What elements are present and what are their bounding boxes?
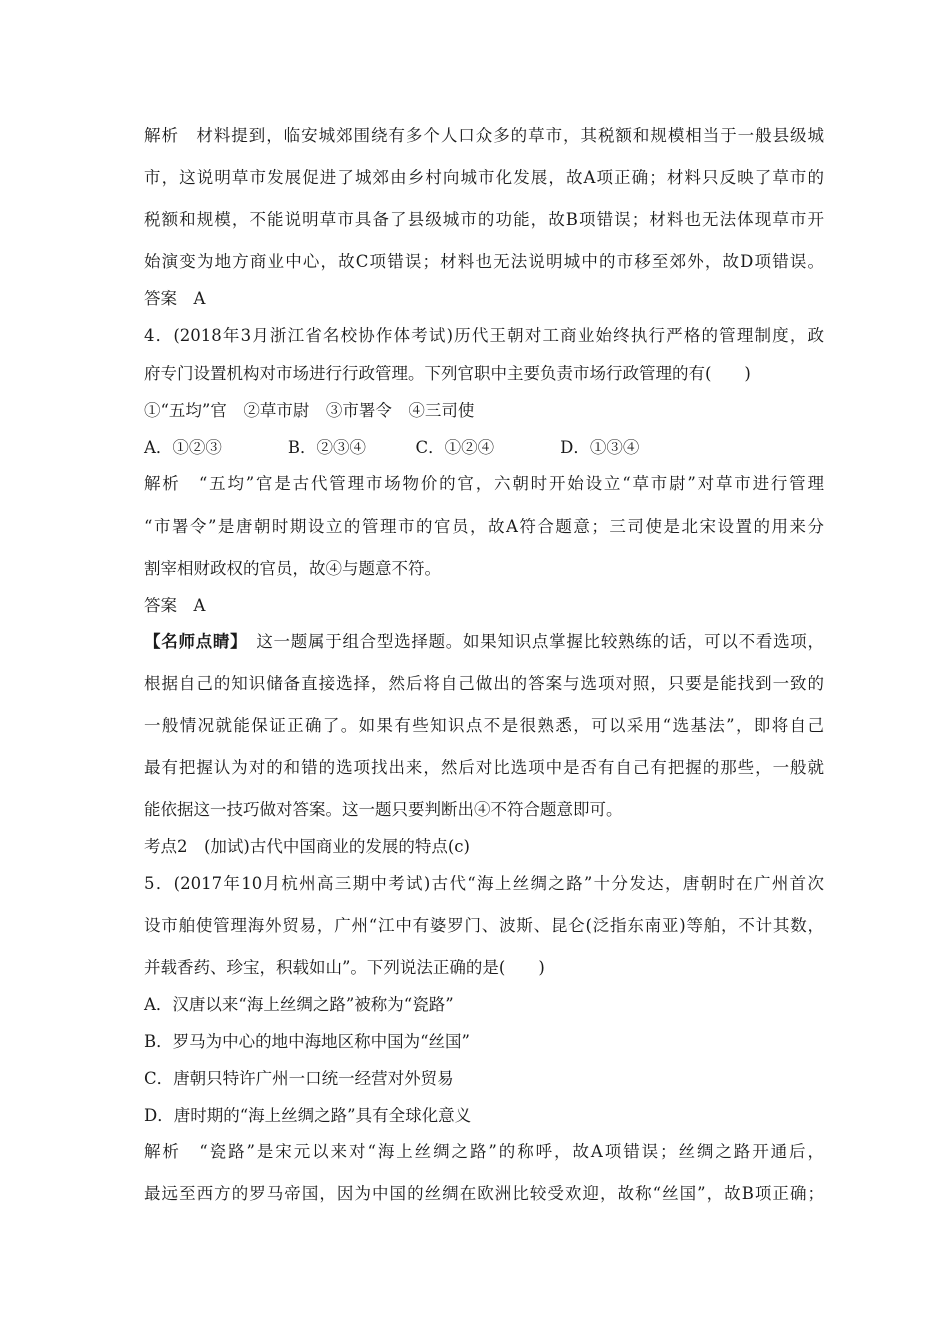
text-line: 解析 “五均”官是古代管理市场物价的官，六朝时开始设立“草市尉”对草市进行管理 <box>144 474 824 493</box>
text-line: 税额和规模，不能说明草市具备了县级城市的功能，故B项错误；材料也无法体现草市开 <box>144 210 824 229</box>
text-line: 一般情况就能保证正确了。如果有些知识点不是很熟悉，可以采用“选基法”，即将自己 <box>144 716 824 735</box>
tip-heading: 【名师点睛】 <box>144 632 240 651</box>
text-line: D．唐时期的“海上丝绸之路”具有全球化意义 <box>144 1106 472 1125</box>
text-line: 最有把握认为对的和错的选项找出来，然后对比选项中是否有自己有把握的那些，一般就 <box>144 758 824 777</box>
text-line: 根据自己的知识储备直接选择，然后将自己做出的答案与选项对照，只要是能找到一致的 <box>144 674 824 693</box>
text-line: 最远至西方的罗马帝国，因为中国的丝绸在欧洲比较受欢迎，故称“丝国”，故B项正确； <box>144 1184 824 1203</box>
text-line: 并载香药、珍宝，积载如山”。下列说法正确的是( ) <box>144 958 545 977</box>
text-line: 割宰相财政权的官员，故④与题意不符。 <box>144 559 441 578</box>
text-line: 市，这说明草市发展促进了城郊由乡村向城市化发展，故A项正确；材料只反映了草市的 <box>144 168 824 187</box>
text-line: 答案 A <box>144 289 206 308</box>
text-line: 考点2 (加试)古代中国商业的发展的特点(c) <box>144 837 470 856</box>
text-line: 始演变为地方商业中心，故C项错误；材料也无法说明城中的市移至郊外，故D项错误。 <box>144 252 824 271</box>
text-line: ①“五均”官 ②草市尉 ③市署令 ④三司使 <box>144 401 475 420</box>
text-line: 5．(2017年10月杭州高三期中考试)古代“海上丝绸之路”十分发达，唐朝时在广州首次 <box>144 874 824 893</box>
text-line: 【名师点睛】 这一题属于组合型选择题。如果知识点掌握比较熟练的话，可以不看选项， <box>144 632 825 651</box>
text-line: “市署令”是唐朝时期设立的管理市的官员，故A符合题意；三司使是北宋设置的用来分 <box>144 517 824 536</box>
text-line: 设市舶使管理海外贸易，广州“江中有婆罗门、波斯、昆仑(泛指东南亚)等舶，不计其数， <box>144 916 824 935</box>
text-line: 解析 材料提到，临安城郊围绕有多个人口众多的草市，其税额和规模相当于一般县级城 <box>144 126 824 145</box>
text-line: 4．(2018年3月浙江省名校协作体考试)历代王朝对工商业始终执行严格的管理制度，政 <box>144 326 824 345</box>
text-line: B．罗马为中心的地中海地区称中国为“丝国” <box>144 1032 470 1051</box>
text-line: 府专门设置机构对市场进行行政管理。下列官职中主要负责市场行政管理的有( ) <box>144 364 751 383</box>
text-line: 能依据这一技巧做对答案。这一题只要判断出④不符合题意即可。 <box>144 800 623 819</box>
text-line: A．汉唐以来“海上丝绸之路”被称为“瓷路” <box>144 995 454 1014</box>
text-line: 答案 A <box>144 596 206 615</box>
text-line: C．唐朝只特许广州一口统一经营对外贸易 <box>144 1069 454 1088</box>
text-line: 解析 “瓷路”是宋元以来对“海上丝绸之路”的称呼，故A项错误；丝绸之路开通后， <box>144 1142 824 1161</box>
text-line: A．①②③ B．②③④ C．①②④ D．①③④ <box>144 438 640 457</box>
